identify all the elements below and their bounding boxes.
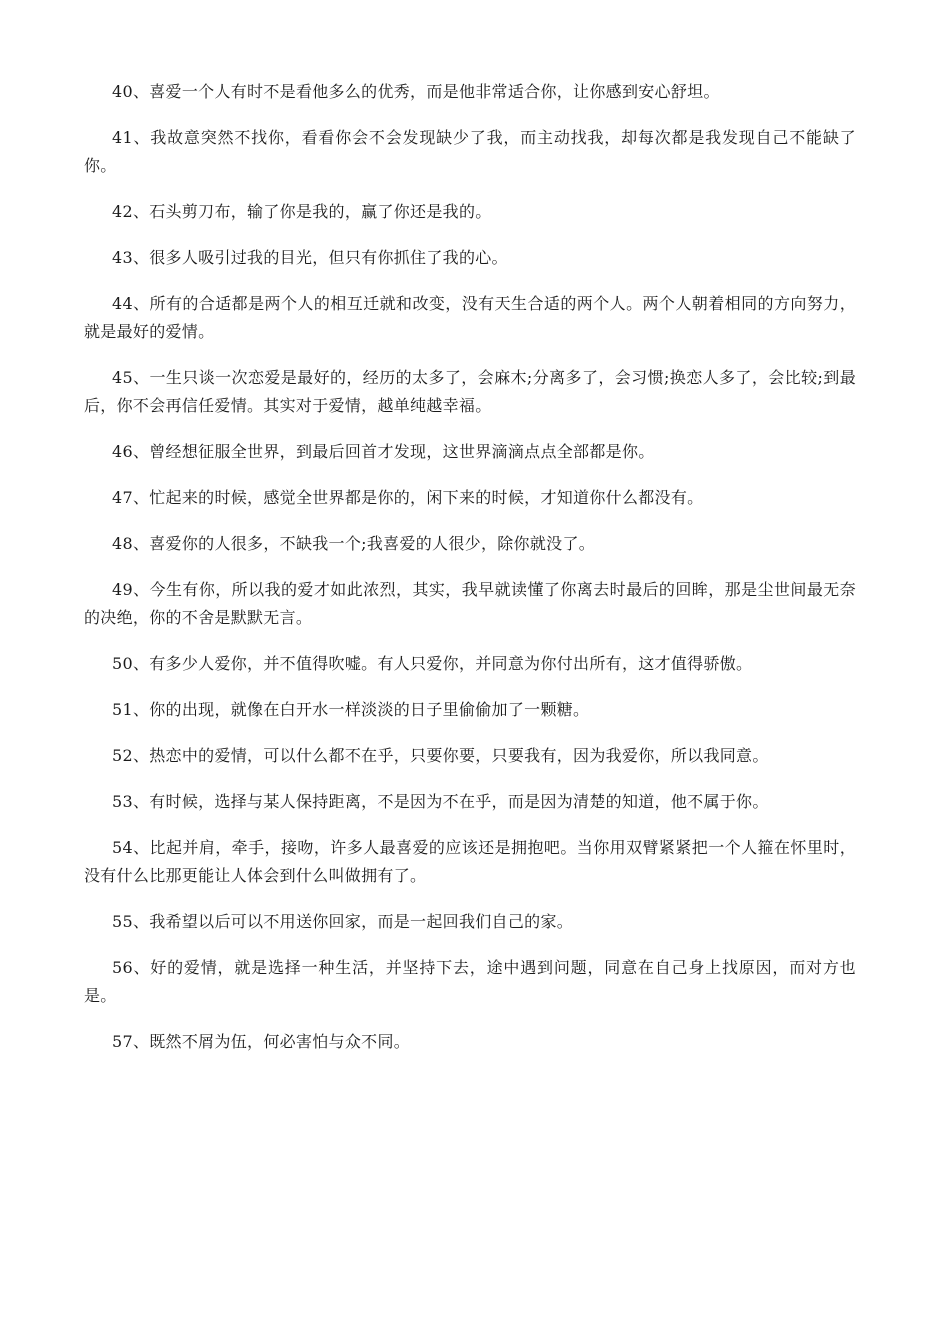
paragraph-51: 51、你的出现，就像在白开水一样淡淡的日子里偷偷加了一颗糖。 [112,700,590,719]
paragraph-44: 44、所有的合适都是两个人的相互迁就和改变，没有天生合适的两个人。两个人朝着相同的方向努力，就是最好的爱情。 [84,294,856,341]
paragraph-50: 50、有多少人爱你，并不值得吹嘘。有人只爱你，并同意为你付出所有，这才值得骄傲。 [112,654,753,673]
paragraph-54: 54、比起并肩，牵手，接吻，许多人最喜爱的应该还是拥抱吧。当你用双臂紧紧把一个人箍在怀里时，没有什么比那更能让人体会到什么叫做拥有了。 [84,838,856,885]
paragraph-53: 53、有时候，选择与某人保持距离，不是因为不在乎，而是因为清楚的知道，他不属于你。 [112,792,769,811]
paragraph-45: 45、一生只谈一次恋爱是最好的，经历的太多了，会麻木;分离多了，会习惯;换恋人多了，会比较;到最后，你不会再信任爱情。其实对于爱情，越单纯越幸福。 [84,368,856,415]
paragraph-57: 57、既然不屑为伍，何必害怕与众不同。 [112,1032,411,1051]
paragraph-41: 41、我故意突然不找你，看看你会不会发现缺少了我，而主动找我，却每次都是我发现自己不能缺了你。 [84,128,856,175]
paragraph-55: 55、我希望以后可以不用送你回家，而是一起回我们自己的家。 [112,912,574,931]
paragraph-48: 48、喜爱你的人很多，不缺我一个;我喜爱的人很少，除你就没了。 [112,534,596,553]
paragraph-49: 49、今生有你，所以我的爱才如此浓烈，其实，我早就读懂了你离去时最后的回眸，那是尘世间最无奈的决绝，你的不舍是默默无言。 [84,580,856,627]
paragraph-43: 43、很多人吸引过我的目光，但只有你抓住了我的心。 [112,248,508,267]
paragraph-46: 46、曾经想征服全世界，到最后回首才发现，这世界滴滴点点全部都是你。 [112,442,655,461]
document-body [84,78,856,1074]
paragraph-56: 56、好的爱情，就是选择一种生活，并坚持下去，途中遇到问题，同意在自己身上找原因，而对方也是。 [84,958,856,1005]
paragraph-47: 47、忙起来的时候，感觉全世界都是你的，闲下来的时候，才知道你什么都没有。 [112,488,704,507]
paragraph-40: 40、喜爱一个人有时不是看他多么的优秀，而是他非常适合你，让你感到安心舒坦。 [112,82,720,101]
paragraph-42: 42、石头剪刀布，输了你是我的，赢了你还是我的。 [112,202,492,221]
paragraph-52: 52、热恋中的爱情，可以什么都不在乎，只要你要，只要我有，因为我爱你，所以我同意。 [112,746,769,765]
